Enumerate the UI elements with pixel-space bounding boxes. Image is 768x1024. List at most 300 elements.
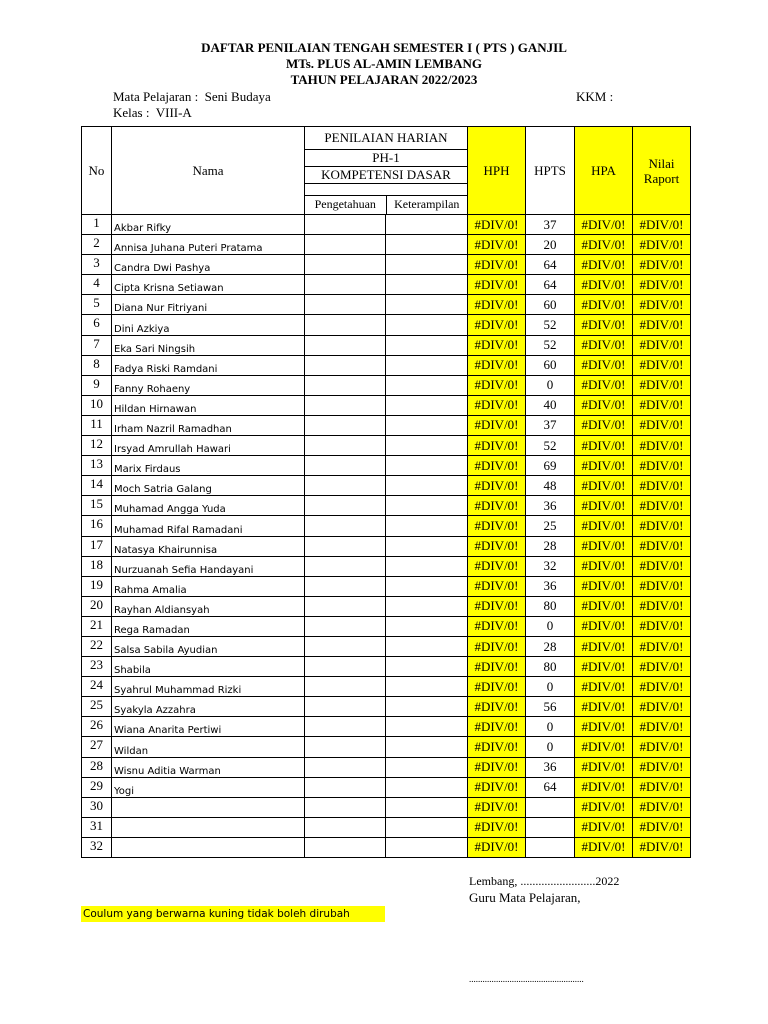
hpa-cell: #DIV/0! [575,375,633,395]
row-number: 11 [82,415,112,435]
keterampilan-cell [386,556,468,576]
hph-cell: #DIV/0! [468,436,526,456]
pengetahuan-cell [305,576,386,596]
pengetahuan-cell [305,717,386,737]
table-row [82,516,691,536]
nilai-raport-cell: #DIV/0! [633,315,691,335]
nilai-raport-cell: #DIV/0! [633,636,691,656]
hph-cell: #DIV/0! [468,355,526,375]
nilai-raport-cell: #DIV/0! [633,275,691,295]
hph-cell: #DIV/0! [468,737,526,757]
keterampilan-cell [386,456,468,476]
keterampilan-cell [386,677,468,697]
hpa-cell: #DIV/0! [575,817,633,837]
nilai-raport-cell: #DIV/0! [633,375,691,395]
hpa-cell: #DIV/0! [575,335,633,355]
hpa-cell: #DIV/0! [575,536,633,556]
hpts-cell: 0 [526,616,575,636]
hpa-cell: #DIV/0! [575,556,633,576]
hpa-cell: #DIV/0! [575,636,633,656]
hph-cell: #DIV/0! [468,496,526,516]
hpts-cell: 69 [526,456,575,476]
nilai-raport-cell: #DIV/0! [633,536,691,556]
row-number: 27 [82,737,112,757]
student-name: Hildan Hirnawan [112,395,305,415]
student-name: Candra Dwi Pashya [112,255,305,275]
table-row [82,456,691,476]
keterampilan-cell [386,516,468,536]
table-row [82,235,691,255]
student-name: Eka Sari Ningsih [112,335,305,355]
keterampilan-cell [386,837,468,857]
keterampilan-cell [386,596,468,616]
row-number: 10 [82,395,112,415]
hpts-cell: 0 [526,737,575,757]
keterampilan-cell [386,496,468,516]
hph-cell: #DIV/0! [468,717,526,737]
nilai-raport-cell: #DIV/0! [633,496,691,516]
hpa-cell: #DIV/0! [575,837,633,857]
hph-cell: #DIV/0! [468,556,526,576]
hpa-cell: #DIV/0! [575,496,633,516]
row-number: 9 [82,375,112,395]
hpts-cell: 0 [526,375,575,395]
row-number: 26 [82,717,112,737]
hpts-cell: 52 [526,436,575,456]
hpa-cell: #DIV/0! [575,355,633,375]
hpa-cell: #DIV/0! [575,757,633,777]
student-name: Rahma Amalia [112,576,305,596]
hpts-cell: 36 [526,576,575,596]
student-name: Muhamad Rifal Ramadani [112,516,305,536]
row-number: 16 [82,516,112,536]
pengetahuan-cell [305,295,386,315]
row-number: 17 [82,536,112,556]
keterampilan-cell [386,436,468,456]
pengetahuan-cell [305,496,386,516]
table-row [82,415,691,435]
hpts-cell: 28 [526,636,575,656]
row-number: 22 [82,636,112,656]
place-date: Lembang, .........................2022 [469,874,620,888]
pengetahuan-cell [305,777,386,797]
keterampilan-cell [386,797,468,817]
hph-cell: #DIV/0! [468,536,526,556]
header-nilai-raport [633,127,691,215]
hpts-cell: 32 [526,556,575,576]
hpa-cell: #DIV/0! [575,395,633,415]
table-row [82,616,691,636]
keterampilan-cell [386,375,468,395]
hpts-cell: 52 [526,315,575,335]
student-name: Syahrul Muhammad Rizki [112,677,305,697]
pengetahuan-cell [305,797,386,817]
student-name: Rega Ramadan [112,616,305,636]
keterampilan-cell [386,697,468,717]
hpts-cell: 0 [526,677,575,697]
student-name: Shabila [112,657,305,677]
nilai-raport-cell: #DIV/0! [633,235,691,255]
row-number: 14 [82,476,112,496]
hpts-cell: 80 [526,657,575,677]
student-name: Marix Firdaus [112,456,305,476]
pengetahuan-cell [305,315,386,335]
nilai-raport-cell: #DIV/0! [633,355,691,375]
header-hpts: HPTS [526,127,575,215]
table-row [82,215,691,235]
pengetahuan-cell [305,757,386,777]
hpa-cell: #DIV/0! [575,235,633,255]
table-row [82,315,691,335]
hpts-cell: 40 [526,395,575,415]
hpa-cell: #DIV/0! [575,516,633,536]
hpa-cell: #DIV/0! [575,797,633,817]
keterampilan-cell [386,657,468,677]
keterampilan-cell [386,355,468,375]
hpa-cell: #DIV/0! [575,215,633,235]
table-row [82,817,691,837]
student-name [112,837,305,857]
nilai-raport-cell: #DIV/0! [633,596,691,616]
hpts-cell: 64 [526,275,575,295]
hph-cell: #DIV/0! [468,375,526,395]
pengetahuan-cell [305,636,386,656]
row-number: 31 [82,817,112,837]
keterampilan-cell [386,335,468,355]
student-name: Fanny Rohaeny [112,375,305,395]
keterampilan-cell [386,215,468,235]
row-number: 13 [82,456,112,476]
nilai-raport-cell: #DIV/0! [633,295,691,315]
table-row [82,295,691,315]
hpts-cell: 25 [526,516,575,536]
nilai-raport-cell: #DIV/0! [633,456,691,476]
row-number: 8 [82,355,112,375]
nilai-raport-cell: #DIV/0! [633,677,691,697]
nilai-raport-cell: #DIV/0! [633,415,691,435]
nilai-raport-cell: #DIV/0! [633,817,691,837]
hph-cell: #DIV/0! [468,817,526,837]
header-kompetensi-dasar: KOMPETENSI DASAR [305,166,467,183]
hph-cell: #DIV/0! [468,777,526,797]
hph-cell: #DIV/0! [468,456,526,476]
nilai-raport-cell: #DIV/0! [633,777,691,797]
row-number: 3 [82,255,112,275]
table-row [82,536,691,556]
document-title: DAFTAR PENILAIAN TENGAH SEMESTER I ( PTS ) GANJIL [201,40,567,55]
table-row [82,837,691,857]
keterampilan-cell [386,576,468,596]
row-number: 23 [82,657,112,677]
keterampilan-cell [386,737,468,757]
student-name: Dini Azkiya [112,315,305,335]
table-row [82,777,691,797]
pengetahuan-cell [305,375,386,395]
hpa-cell: #DIV/0! [575,315,633,335]
table-row [82,556,691,576]
row-number: 29 [82,777,112,797]
student-name: Wisnu Aditia Warman [112,757,305,777]
row-number: 25 [82,697,112,717]
hph-cell: #DIV/0! [468,837,526,857]
nilai-raport-cell: #DIV/0! [633,757,691,777]
pengetahuan-cell [305,456,386,476]
table-row [82,657,691,677]
academic-year: TAHUN PELAJARAN 2022/2023 [290,72,478,87]
hpa-cell: #DIV/0! [575,576,633,596]
hph-cell: #DIV/0! [468,757,526,777]
table-row [82,737,691,757]
hph-cell: #DIV/0! [468,415,526,435]
student-name: Irham Nazril Ramadhan [112,415,305,435]
hpa-cell: #DIV/0! [575,275,633,295]
pengetahuan-cell [305,415,386,435]
nilai-raport-cell: #DIV/0! [633,797,691,817]
student-name: Fadya Riski Ramdani [112,355,305,375]
keterampilan-cell [386,235,468,255]
hpts-cell: 52 [526,335,575,355]
keterampilan-cell [386,275,468,295]
keterampilan-cell [386,817,468,837]
hpts-cell: 48 [526,476,575,496]
keterampilan-cell [386,757,468,777]
table-row [82,697,691,717]
pengetahuan-cell [305,355,386,375]
header-no: No [82,127,112,215]
hph-cell: #DIV/0! [468,697,526,717]
row-number: 24 [82,677,112,697]
hpa-cell: #DIV/0! [575,697,633,717]
hph-cell: #DIV/0! [468,677,526,697]
nilai-raport-cell: #DIV/0! [633,616,691,636]
hpts-cell: 60 [526,295,575,315]
hpa-cell: #DIV/0! [575,596,633,616]
hpts-cell: 80 [526,596,575,616]
row-number: 5 [82,295,112,315]
pengetahuan-cell [305,616,386,636]
hph-cell: #DIV/0! [468,516,526,536]
pengetahuan-cell [305,395,386,415]
keterampilan-cell [386,636,468,656]
keterampilan-cell [386,717,468,737]
pengetahuan-cell [305,556,386,576]
hpa-cell: #DIV/0! [575,456,633,476]
student-name: Irsyad Amrullah Hawari [112,436,305,456]
pengetahuan-cell [305,536,386,556]
hph-cell: #DIV/0! [468,576,526,596]
header-nilai: Nilai [648,155,675,171]
table-row [82,335,691,355]
keterampilan-cell [386,315,468,335]
keterampilan-cell [386,777,468,797]
keterampilan-cell [386,255,468,275]
pengetahuan-cell [305,275,386,295]
nilai-raport-cell: #DIV/0! [633,737,691,757]
kkm-label: KKM : [576,89,614,104]
table-row [82,496,691,516]
table-row [82,757,691,777]
hpa-cell: #DIV/0! [575,777,633,797]
hpts-cell: 28 [526,536,575,556]
keterampilan-cell [386,536,468,556]
hph-cell: #DIV/0! [468,636,526,656]
pengetahuan-cell [305,516,386,536]
header-pengetahuan: Pengetahuan [305,195,386,214]
student-name: Diana Nur Fitriyani [112,295,305,315]
nilai-raport-cell: #DIV/0! [633,476,691,496]
nilai-raport-cell: #DIV/0! [633,335,691,355]
nilai-raport-cell: #DIV/0! [633,516,691,536]
hpa-cell: #DIV/0! [575,476,633,496]
nilai-raport-cell: #DIV/0! [633,657,691,677]
pengetahuan-cell [305,596,386,616]
hpts-cell: 20 [526,235,575,255]
keterampilan-cell [386,295,468,315]
header-ph1: PH-1 [305,149,467,166]
row-number: 18 [82,556,112,576]
hpa-cell: #DIV/0! [575,295,633,315]
nilai-raport-cell: #DIV/0! [633,556,691,576]
row-number: 20 [82,596,112,616]
hpts-cell: 0 [526,717,575,737]
pengetahuan-cell [305,215,386,235]
hpa-cell: #DIV/0! [575,436,633,456]
nilai-raport-cell: #DIV/0! [633,255,691,275]
row-number: 28 [82,757,112,777]
hph-cell: #DIV/0! [468,476,526,496]
pengetahuan-cell [305,335,386,355]
hpa-cell: #DIV/0! [575,415,633,435]
student-name: Annisa Juhana Puteri Pratama [112,235,305,255]
student-name: Wildan [112,737,305,757]
student-name: Syakyla Azzahra [112,697,305,717]
header-keterampilan: Keterampilan [394,197,460,212]
hph-cell: #DIV/0! [468,315,526,335]
yellow-column-note: Coulum yang berwarna kuning tidak boleh dirubah [81,906,385,922]
row-number: 7 [82,335,112,355]
row-number: 19 [82,576,112,596]
header-hpa: HPA [575,127,633,215]
hph-cell: #DIV/0! [468,616,526,636]
hph-cell: #DIV/0! [468,295,526,315]
pengetahuan-cell [305,817,386,837]
hph-cell: #DIV/0! [468,395,526,415]
hpts-cell: 64 [526,777,575,797]
hpts-cell: 36 [526,496,575,516]
keterampilan-cell [386,476,468,496]
hph-cell: #DIV/0! [468,335,526,355]
header-blank [305,183,467,195]
keterampilan-cell [386,616,468,636]
hph-cell: #DIV/0! [468,797,526,817]
hpts-cell: 37 [526,215,575,235]
table-body [82,215,691,858]
grades-table [81,126,691,858]
row-number: 21 [82,616,112,636]
pengetahuan-cell [305,436,386,456]
table-row [82,476,691,496]
table-row [82,395,691,415]
header-hph: HPH [468,127,526,215]
row-number: 6 [82,315,112,335]
header-raport: Raport [643,170,680,186]
table-row [82,255,691,275]
student-name [112,817,305,837]
row-number: 12 [82,436,112,456]
hph-cell: #DIV/0! [468,596,526,616]
hpa-cell: #DIV/0! [575,717,633,737]
hpts-cell: 60 [526,355,575,375]
nilai-raport-cell: #DIV/0! [633,837,691,857]
hpa-cell: #DIV/0! [575,616,633,636]
hpa-cell: #DIV/0! [575,255,633,275]
pengetahuan-cell [305,677,386,697]
row-number: 1 [82,215,112,235]
pengetahuan-cell [305,657,386,677]
table-row [82,275,691,295]
hph-cell: #DIV/0! [468,255,526,275]
hpa-cell: #DIV/0! [575,677,633,697]
header-ph-title: PENILAIAN HARIAN [305,127,467,149]
student-name: Nurzuanah Sefia Handayani [112,556,305,576]
row-number: 2 [82,235,112,255]
nilai-raport-cell: #DIV/0! [633,436,691,456]
student-name: Salsa Sabila Ayudian [112,636,305,656]
hpts-cell: 64 [526,255,575,275]
table-row [82,797,691,817]
hph-cell: #DIV/0! [468,215,526,235]
row-number: 30 [82,797,112,817]
school-name: MTs. PLUS AL-AMIN LEMBANG [286,56,482,71]
hph-cell: #DIV/0! [468,235,526,255]
student-name: Moch Satria Galang [112,476,305,496]
pengetahuan-cell [305,737,386,757]
hpts-cell: 36 [526,757,575,777]
nilai-raport-cell: #DIV/0! [633,717,691,737]
nilai-raport-cell: #DIV/0! [633,215,691,235]
table-row [82,576,691,596]
hpts-cell: 37 [526,415,575,435]
table-row [82,436,691,456]
table-row [82,596,691,616]
table-row [82,677,691,697]
hph-cell: #DIV/0! [468,275,526,295]
hpa-cell: #DIV/0! [575,657,633,677]
nilai-raport-cell: #DIV/0! [633,697,691,717]
table-row [82,355,691,375]
pengetahuan-cell [305,476,386,496]
student-name: Natasya Khairunnisa [112,536,305,556]
pengetahuan-cell [305,235,386,255]
hph-cell: #DIV/0! [468,657,526,677]
pengetahuan-cell [305,255,386,275]
keterampilan-cell [386,415,468,435]
table-row [82,636,691,656]
table-row [82,375,691,395]
row-number: 15 [82,496,112,516]
keterampilan-cell [386,395,468,415]
hpts-cell: 56 [526,697,575,717]
nilai-raport-cell: #DIV/0! [633,395,691,415]
student-name: Yogi [112,777,305,797]
student-name: Cipta Krisna Setiawan [112,275,305,295]
row-number: 32 [82,837,112,857]
nilai-raport-cell: #DIV/0! [633,576,691,596]
class-label: Kelas : VIII-A [113,105,192,120]
pengetahuan-cell [305,837,386,857]
subject-label: Mata Pelajaran : Seni Budaya [113,89,271,104]
hpts-cell [526,797,575,817]
